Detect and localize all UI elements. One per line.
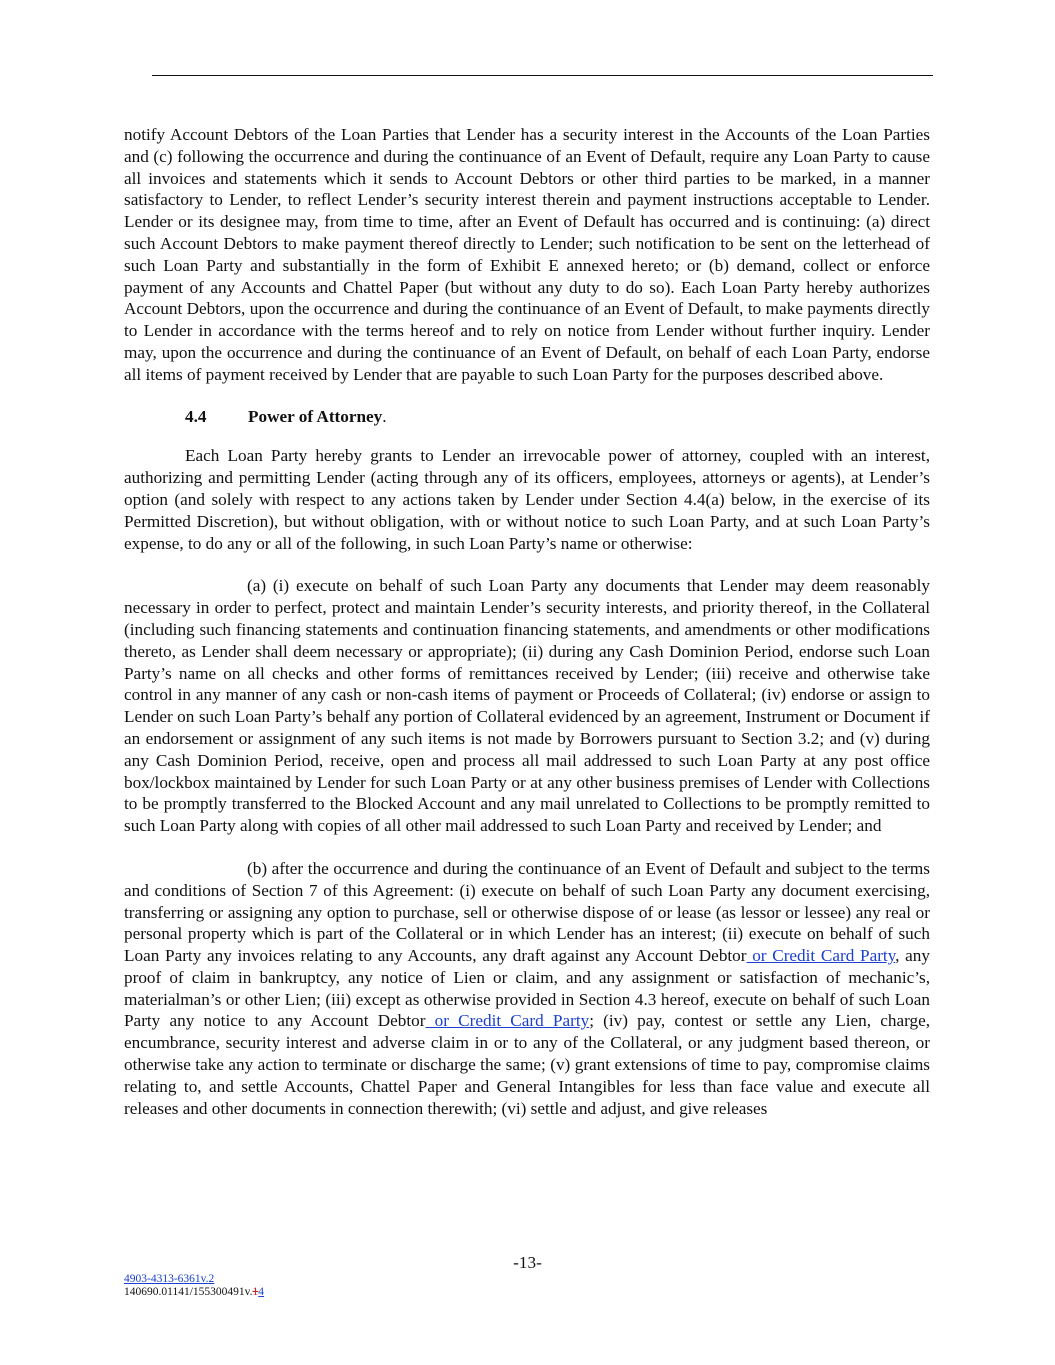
- paragraph-b-text-1: (b) after the occurrence and during the continuance of an Event of Default and subject to the terms and conditions of Section 7 of this Agreement: (i) execute on behalf of such Loan Party any document exercising, transferring or assigning any option to purchase, sell or otherwise dispose of or lease (as lessor or lessee) any real or personal property which is part of the Collateral or in which Lender has an interest; (ii) execute on behalf of such Loan Party any invoices relating to any Accounts, any draft against any Account Debtor: [124, 858, 930, 966]
- footer-version-deleted: 1: [252, 1286, 259, 1298]
- paragraph-b-text-3: ; (iv) pay, contest or settle any Lien, charge, encumbrance, security interest and adverse claim in or to any of the Collateral, or any judgment based thereon, or otherwise take any action to terminate or discharge the same; (v) grant extensions of time to pay, compromise claims relating to, and settle Accounts, Chattel Paper and General Intangibles for less than face value and execute all releases and other documents in connection therewith; (vi) settle and adjust, and give releases: [124, 1011, 931, 1118]
- paragraph-grant: Each Loan Party hereby grants to Lender an irrevocable power of attorney, coupled with an interest, authorizing and permitting Lender (acting through any of its officers, employees, attorneys or agents), at Lender’s option (and solely with respect to any actions taken by Lender under Section 4.4(a) below, in the exercise of its Permitted Discretion), but without obligation, with or without notice to such Loan Party, and at such Loan Party’s expense, to do any or all of the following, in such Loan Party’s name or otherwise:: [124, 446, 930, 553]
- section-title: Power of Attorney: [248, 406, 383, 426]
- inserted-text-credit-card-party-2: or Credit Card Party: [425, 1011, 590, 1031]
- paragraph-b-text-2: , any proof of claim in bankruptcy, any notice of Lien or claim, and any assignment or satisfaction of mechanic’s, materialman’s or other Lien; (iii) except as otherwise provided in Section 4.3 hereof, execute on behalf of such Loan Party any notice to any Account Debtor: [124, 946, 930, 1031]
- document-body: [124, 124, 930, 1119]
- footer-doc-id: 4903-4313-6361v.2: [124, 1273, 215, 1285]
- footer-matter-number: [124, 1286, 264, 1299]
- section-title-period: .: [382, 406, 387, 426]
- section-heading: [124, 406, 930, 428]
- section-number: 4.4: [185, 406, 207, 426]
- footer-version-inserted: 4: [258, 1286, 265, 1298]
- footer: [124, 1273, 264, 1299]
- footer-matter-prefix: 140690.01141/155300491v.: [124, 1286, 253, 1298]
- header-rule: [152, 75, 933, 76]
- paragraph-intro: notify Account Debtors of the Loan Parties that Lender has a security interest in the Accounts of the Loan Parties and (c) following the occurrence and during the continuance of an Event of Default, require any Loan Party to cause all invoices and statements which it sends to Account Debtors or other third parties to be marked, in a manner satisfactory to Lender, to reflect Lender’s security interest therein and payment instructions acceptable to Lender. Lender or its designee may, from time to time, after an Event of Default has occurred and is continuing: (a) direct such Account Debtors to make payment thereof directly to Lender; such notification to be sent on the letterhead of such Loan Party and substantially in the form of Exhibit E annexed hereto; or (b) demand, collect or enforce payment of any Accounts and Chattel Paper (but without any duty to do so). Each Loan Party hereby authorizes Account Debtors, upon the occurrence and during the continuance of an Event of Default, to make payments directly to Lender in accordance with the terms hereof and to rely on notice from Lender without further inquiry. Lender may, upon the occurrence and during the continuance of an Event of Default, on behalf of each Loan Party, endorse all items of payment received by Lender that are payable to such Loan Party for the purposes described above.: [124, 125, 930, 384]
- inserted-text-credit-card-party-1: or Credit Card Party: [746, 946, 896, 966]
- paragraph-b: [124, 858, 930, 1120]
- page-number: -13-: [513, 1253, 542, 1272]
- paragraph-a: (a) (i) execute on behalf of such Loan Party any documents that Lender may deem reasonably necessary in order to perfect, protect and maintain Lender’s security interests, and priority thereof, in the Collateral (including such financing statements and continuation financing statements, and amendments or other modifications thereto, as Lender shall deem necessary or appropriate); (ii) during any Cash Dominion Period, endorse such Loan Party’s name on all checks and other forms of remittances received by Lender; (iii) receive and otherwise take control in any manner of any cash or non-cash items of payment or Proceeds of Collateral; (iv) endorse or assign to Lender on such Loan Party’s behalf any portion of Collateral evidenced by an agreement, Instrument or Document if an endorsement or assignment of any such items is not made by Borrowers pursuant to Section 3.2; and (v) during any Cash Dominion Period, receive, open and process all mail addressed to such Loan Party at any post office box/lockbox maintained by Lender for such Loan Party or at any other business premises of Lender with Collections to be promptly transferred to the Blocked Account and any mail unrelated to Collections to be promptly remitted to such Loan Party along with copies of all other mail addressed to such Loan Party and received by Lender; and: [124, 576, 930, 836]
